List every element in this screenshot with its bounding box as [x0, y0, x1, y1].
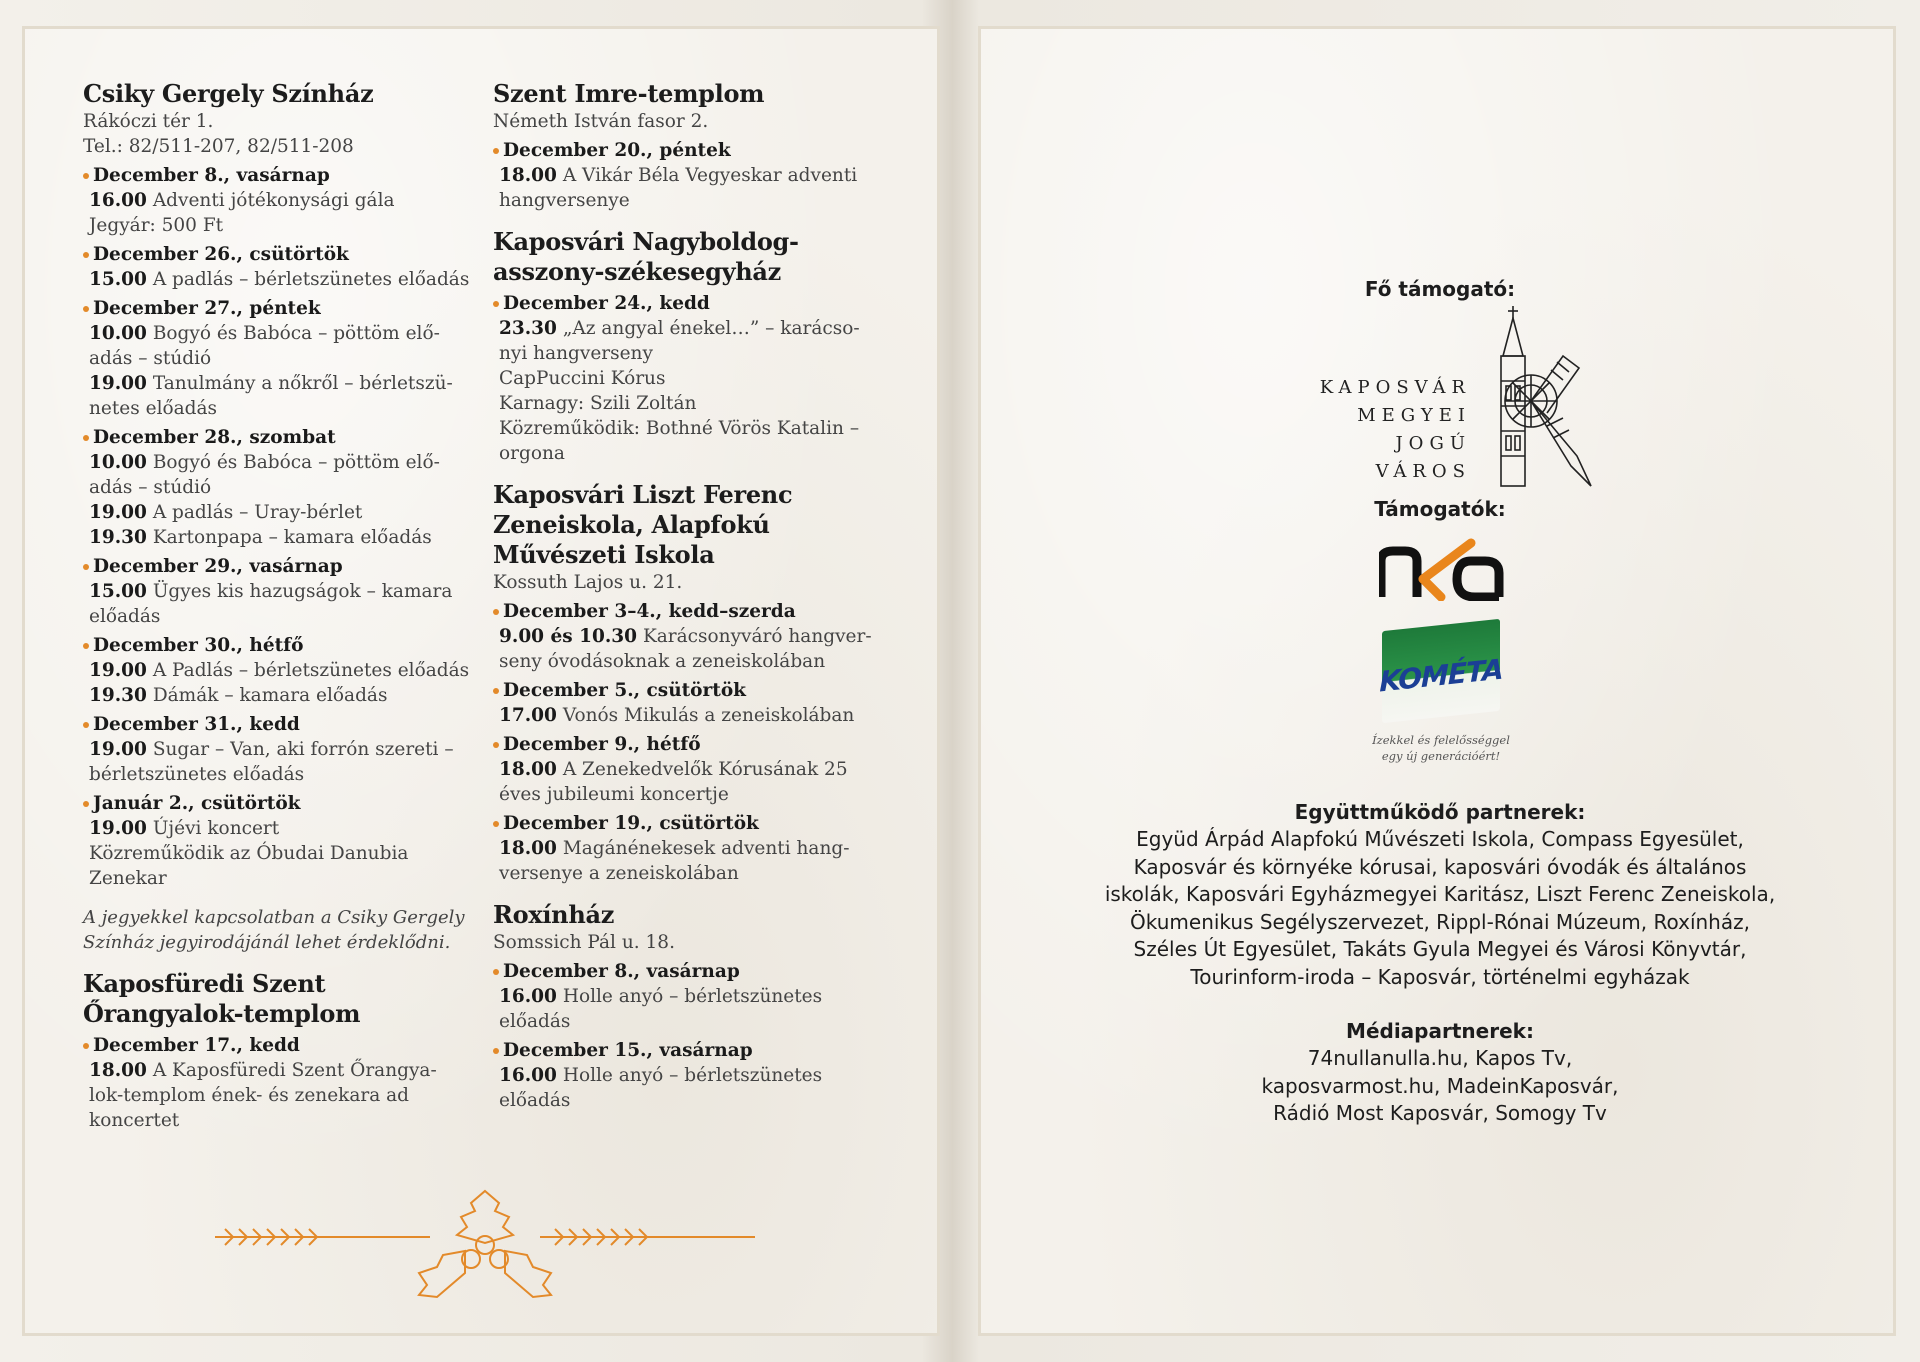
bullet-dot-icon — [493, 148, 499, 154]
venue-title: Csiky Gergely Színház — [83, 79, 374, 108]
event-time: 16.00 — [89, 190, 147, 211]
event-line: 19.00 Újévi koncert — [89, 818, 280, 839]
event-date: December 26., csütörtök — [83, 242, 473, 267]
event-line: orgona — [499, 443, 565, 464]
event-entry — [493, 138, 893, 213]
ticket-note — [83, 905, 473, 955]
event-date: December 8., vasárnap — [493, 959, 893, 984]
event-time: 16.00 — [499, 986, 557, 1007]
kometa-slogan-line2: egy új generációért! — [1381, 749, 1501, 763]
event-date: December 8., vasárnap — [83, 163, 473, 188]
venue-block — [83, 79, 473, 955]
venue-block — [493, 900, 893, 1113]
event-line: CapPuccini Kórus — [499, 368, 666, 389]
event-date: December 15., vasárnap — [493, 1038, 893, 1063]
event-date: December 29., vasárnap — [83, 554, 473, 579]
event-line: 10.00 Bogyó és Babóca – pöttöm elő- — [89, 323, 440, 344]
main-sponsor-label: Fő támogató: — [1364, 277, 1516, 301]
bullet-dot-icon — [83, 435, 89, 441]
event-date: December 31., kedd — [83, 712, 473, 737]
event-line: 15.00 A padlás – bérletszünetes előadás — [89, 269, 470, 290]
event-time: 18.00 — [499, 759, 557, 780]
event-entry — [83, 425, 473, 550]
event-line: 19.00 A padlás – Uray-bérlet — [89, 502, 363, 523]
kaposvar-logo-line1: KAPOSVÁR — [1319, 377, 1471, 398]
venue-block — [493, 79, 893, 213]
event-line: 9.00 és 10.30 Karácsonyváró hangver- — [499, 626, 872, 647]
event-date: Január 2., csütörtök — [83, 791, 473, 816]
bullet-dot-icon — [83, 252, 89, 258]
event-entry — [493, 291, 893, 466]
bullet-dot-icon — [83, 306, 89, 312]
kaposvar-logo — [1281, 306, 1611, 511]
event-line: 19.00 Sugar – Van, aki forrón szereti – — [89, 739, 454, 760]
sponsors-label: Támogatók: — [1374, 497, 1506, 521]
bullet-dot-icon — [83, 801, 89, 807]
event-line: 15.00 Ügyes kis hazugságok – kamara — [89, 581, 453, 602]
bullet-dot-icon — [83, 1043, 89, 1049]
event-line: előadás — [89, 606, 161, 627]
event-time: 18.00 — [89, 1060, 147, 1081]
venue-block — [83, 969, 473, 1133]
media-partners-line: Rádió Most Kaposvár, Somogy Tv — [1273, 1101, 1607, 1125]
event-entry — [493, 959, 893, 1034]
bullet-dot-icon — [83, 564, 89, 570]
program-column-1 — [83, 79, 473, 1133]
event-date: December 3–4., kedd–szerda — [493, 599, 893, 624]
event-time: 23.30 — [499, 318, 557, 339]
holly-ornament-icon — [215, 1189, 755, 1309]
event-line: 19.00 A Padlás – bérletszünetes előadás — [89, 660, 470, 681]
event-line: Jegyár: 500 Ft — [89, 215, 224, 236]
venue-title: asszony-székesegyház — [493, 257, 782, 286]
event-time: 19.30 — [89, 527, 147, 548]
kaposvar-logo-line3: VÁROS — [1375, 461, 1471, 482]
partners-line: iskolák, Kaposvári Egyházmegyei Karitász, Liszt Ferenc Zeneiskola, — [1104, 882, 1776, 906]
event-line: nyi hangverseny — [499, 343, 653, 364]
event-entry — [493, 811, 893, 886]
venue-block — [493, 227, 893, 466]
media-partners-label: Médiapartnerek: — [1346, 1019, 1534, 1043]
nka-logo — [1379, 537, 1505, 601]
event-line: 17.00 Vonós Mikulás a zeneiskolában — [499, 705, 855, 726]
event-time: 18.00 — [499, 165, 557, 186]
event-line: Közreműködik az Óbudai Danubia — [89, 843, 409, 864]
event-time: 19.00 — [89, 818, 147, 839]
bullet-dot-icon — [493, 1048, 499, 1054]
event-entry — [493, 599, 893, 674]
event-date: December 24., kedd — [493, 291, 893, 316]
kaposvar-logo-line2: MEGYEI JOGÚ — [1357, 405, 1471, 454]
event-entry — [493, 1038, 893, 1113]
event-entry — [83, 791, 473, 891]
event-entry — [83, 242, 473, 292]
event-entry — [83, 554, 473, 629]
partners-label: Együttműködő partnerek: — [1294, 800, 1586, 824]
event-line: 23.30 „Az angyal énekel…” – karácso- — [499, 318, 860, 339]
event-date: December 30., hétfő — [83, 633, 473, 658]
event-time: 15.00 — [89, 581, 147, 602]
event-time: 9.00 és 10.30 — [499, 626, 638, 647]
bullet-dot-icon — [493, 301, 499, 307]
event-line: 16.00 Holle anyó – bérletszünetes — [499, 1065, 823, 1086]
event-line: netes előadás — [89, 398, 218, 419]
bullet-dot-icon — [83, 173, 89, 179]
event-line: 18.00 A Vikár Béla Vegyeskar adventi — [499, 165, 858, 186]
event-time: 10.00 — [89, 452, 147, 473]
event-entry — [493, 732, 893, 807]
event-date: December 27., péntek — [83, 296, 473, 321]
event-line: versenye a zeneiskolában — [499, 863, 739, 884]
venue-address: Somssich Pál u. 18. — [493, 932, 675, 953]
bullet-dot-icon — [493, 821, 499, 827]
event-entry — [83, 296, 473, 421]
venue-address: Rákóczi tér 1. — [83, 111, 214, 132]
kometa-logo — [1366, 625, 1516, 795]
bullet-dot-icon — [493, 742, 499, 748]
event-line: 19.00 Tanulmány a nőkről – bérletszü- — [89, 373, 453, 394]
bullet-dot-icon — [83, 722, 89, 728]
event-time: 19.00 — [89, 739, 147, 760]
event-time: 10.00 — [89, 323, 147, 344]
partners-list — [981, 826, 1899, 991]
event-line: 16.00 Holle anyó – bérletszünetes — [499, 986, 823, 1007]
event-time: 18.00 — [499, 838, 557, 859]
venue-title: Őrangyalok-templom — [83, 999, 361, 1028]
event-line: 19.30 Dámák – kamara előadás — [89, 685, 388, 706]
event-line: hangversenye — [499, 190, 630, 211]
event-time: 19.00 — [89, 502, 147, 523]
event-entry — [493, 678, 893, 728]
event-date: December 9., hétfő — [493, 732, 893, 757]
event-line: adás – stúdió — [89, 348, 212, 369]
event-line: 18.00 A Zenekedvelők Kórusának 25 — [499, 759, 848, 780]
event-time: 15.00 — [89, 269, 147, 290]
event-line: Karnagy: Szili Zoltán — [499, 393, 697, 414]
event-entry — [83, 163, 473, 238]
venue-address: Tel.: 82/511-207, 82/511-208 — [83, 136, 354, 157]
event-date: December 28., szombat — [83, 425, 473, 450]
event-time: 17.00 — [499, 705, 557, 726]
event-line: 18.00 Magánénekesek adventi hang- — [499, 838, 850, 859]
event-line: Közreműködik: Bothné Vörös Katalin – — [499, 418, 860, 439]
event-line: lok-templom ének- és zenekara ad — [89, 1085, 410, 1106]
partners-line: Széles Út Egyesület, Takáts Gyula Megyei és Városi Könyvtár, — [1133, 937, 1747, 961]
event-time: 19.00 — [89, 660, 147, 681]
event-date: December 20., péntek — [493, 138, 893, 163]
ticket-note-line: Színház jegyirodájánál lehet érdeklődni. — [83, 932, 451, 953]
event-date: December 5., csütörtök — [493, 678, 893, 703]
event-entry — [83, 633, 473, 708]
event-line: 16.00 Adventi jótékonysági gála — [89, 190, 395, 211]
bullet-dot-icon — [493, 609, 499, 615]
bullet-dot-icon — [493, 688, 499, 694]
media-partners-line: kaposvarmost.hu, MadeinKaposvár, — [1261, 1073, 1619, 1098]
kometa-slogan-line1: Ízekkel és felelősséggel — [1372, 733, 1510, 747]
venue-block — [493, 480, 893, 886]
event-time: 19.30 — [89, 685, 147, 706]
media-partners-line: 74nullanulla.hu, Kapos Tv, — [1307, 1046, 1573, 1070]
venue-title: Kaposvári Nagyboldog- — [493, 227, 799, 256]
nka-logo-icon — [1379, 537, 1505, 601]
event-date: December 19., csütörtök — [493, 811, 893, 836]
event-line: Zenekar — [89, 868, 167, 889]
venue-title: Kaposfüredi Szent — [83, 969, 326, 998]
venue-title: Roxínház — [493, 900, 615, 929]
bullet-dot-icon — [83, 643, 89, 649]
venue-title: Szent Imre-templom — [493, 79, 765, 108]
event-entry — [83, 1033, 473, 1133]
right-page — [978, 26, 1896, 1336]
event-line: előadás — [499, 1090, 571, 1111]
ticket-note-line: A jegyekkel kapcsolatban a Csiky Gergely — [83, 907, 465, 928]
partners-line: Tourinform-iroda – Kaposvár, történelmi egyházak — [1190, 964, 1690, 989]
media-partners-list — [981, 1045, 1899, 1128]
partners-line: Együd Árpád Alapfokú Művészeti Iskola, Compass Egyesület, — [1136, 827, 1744, 851]
event-date: December 17., kedd — [83, 1033, 473, 1058]
event-line: 18.00 A Kaposfüredi Szent Őrangya- — [89, 1060, 437, 1081]
bullet-dot-icon — [493, 969, 499, 975]
venue-address: Kossuth Lajos u. 21. — [493, 572, 683, 593]
venue-title: Művészeti Iskola — [493, 540, 715, 569]
kometa-brand: KOMÉTA — [1379, 652, 1503, 699]
event-line: koncertet — [89, 1110, 180, 1131]
event-time: 19.00 — [89, 373, 147, 394]
event-line: seny óvodásoknak a zeneiskolában — [499, 651, 826, 672]
partners-line: Kaposvár és környéke kórusai, kaposvári óvodák és általános — [1133, 854, 1747, 879]
church-tower-k-icon — [1491, 306, 1611, 496]
left-page — [22, 26, 940, 1336]
event-line: adás – stúdió — [89, 477, 212, 498]
program-column-2 — [493, 79, 893, 1113]
venue-title: Zeneiskola, Alapfokú — [493, 510, 770, 539]
event-line: bérletszünetes előadás — [89, 764, 305, 785]
event-line: 19.30 Kartonpapa – kamara előadás — [89, 527, 432, 548]
event-entry — [83, 712, 473, 787]
event-line: éves jubileumi koncertje — [499, 784, 729, 805]
venue-title: Kaposvári Liszt Ferenc — [493, 480, 793, 509]
partners-line: Ökumenikus Segélyszervezet, Rippl-Rónai Múzeum, Roxínház, — [1130, 909, 1750, 934]
venue-address: Németh István fasor 2. — [493, 111, 709, 132]
event-line: 10.00 Bogyó és Babóca – pöttöm elő- — [89, 452, 440, 473]
event-time: 16.00 — [499, 1065, 557, 1086]
event-line: előadás — [499, 1011, 571, 1032]
